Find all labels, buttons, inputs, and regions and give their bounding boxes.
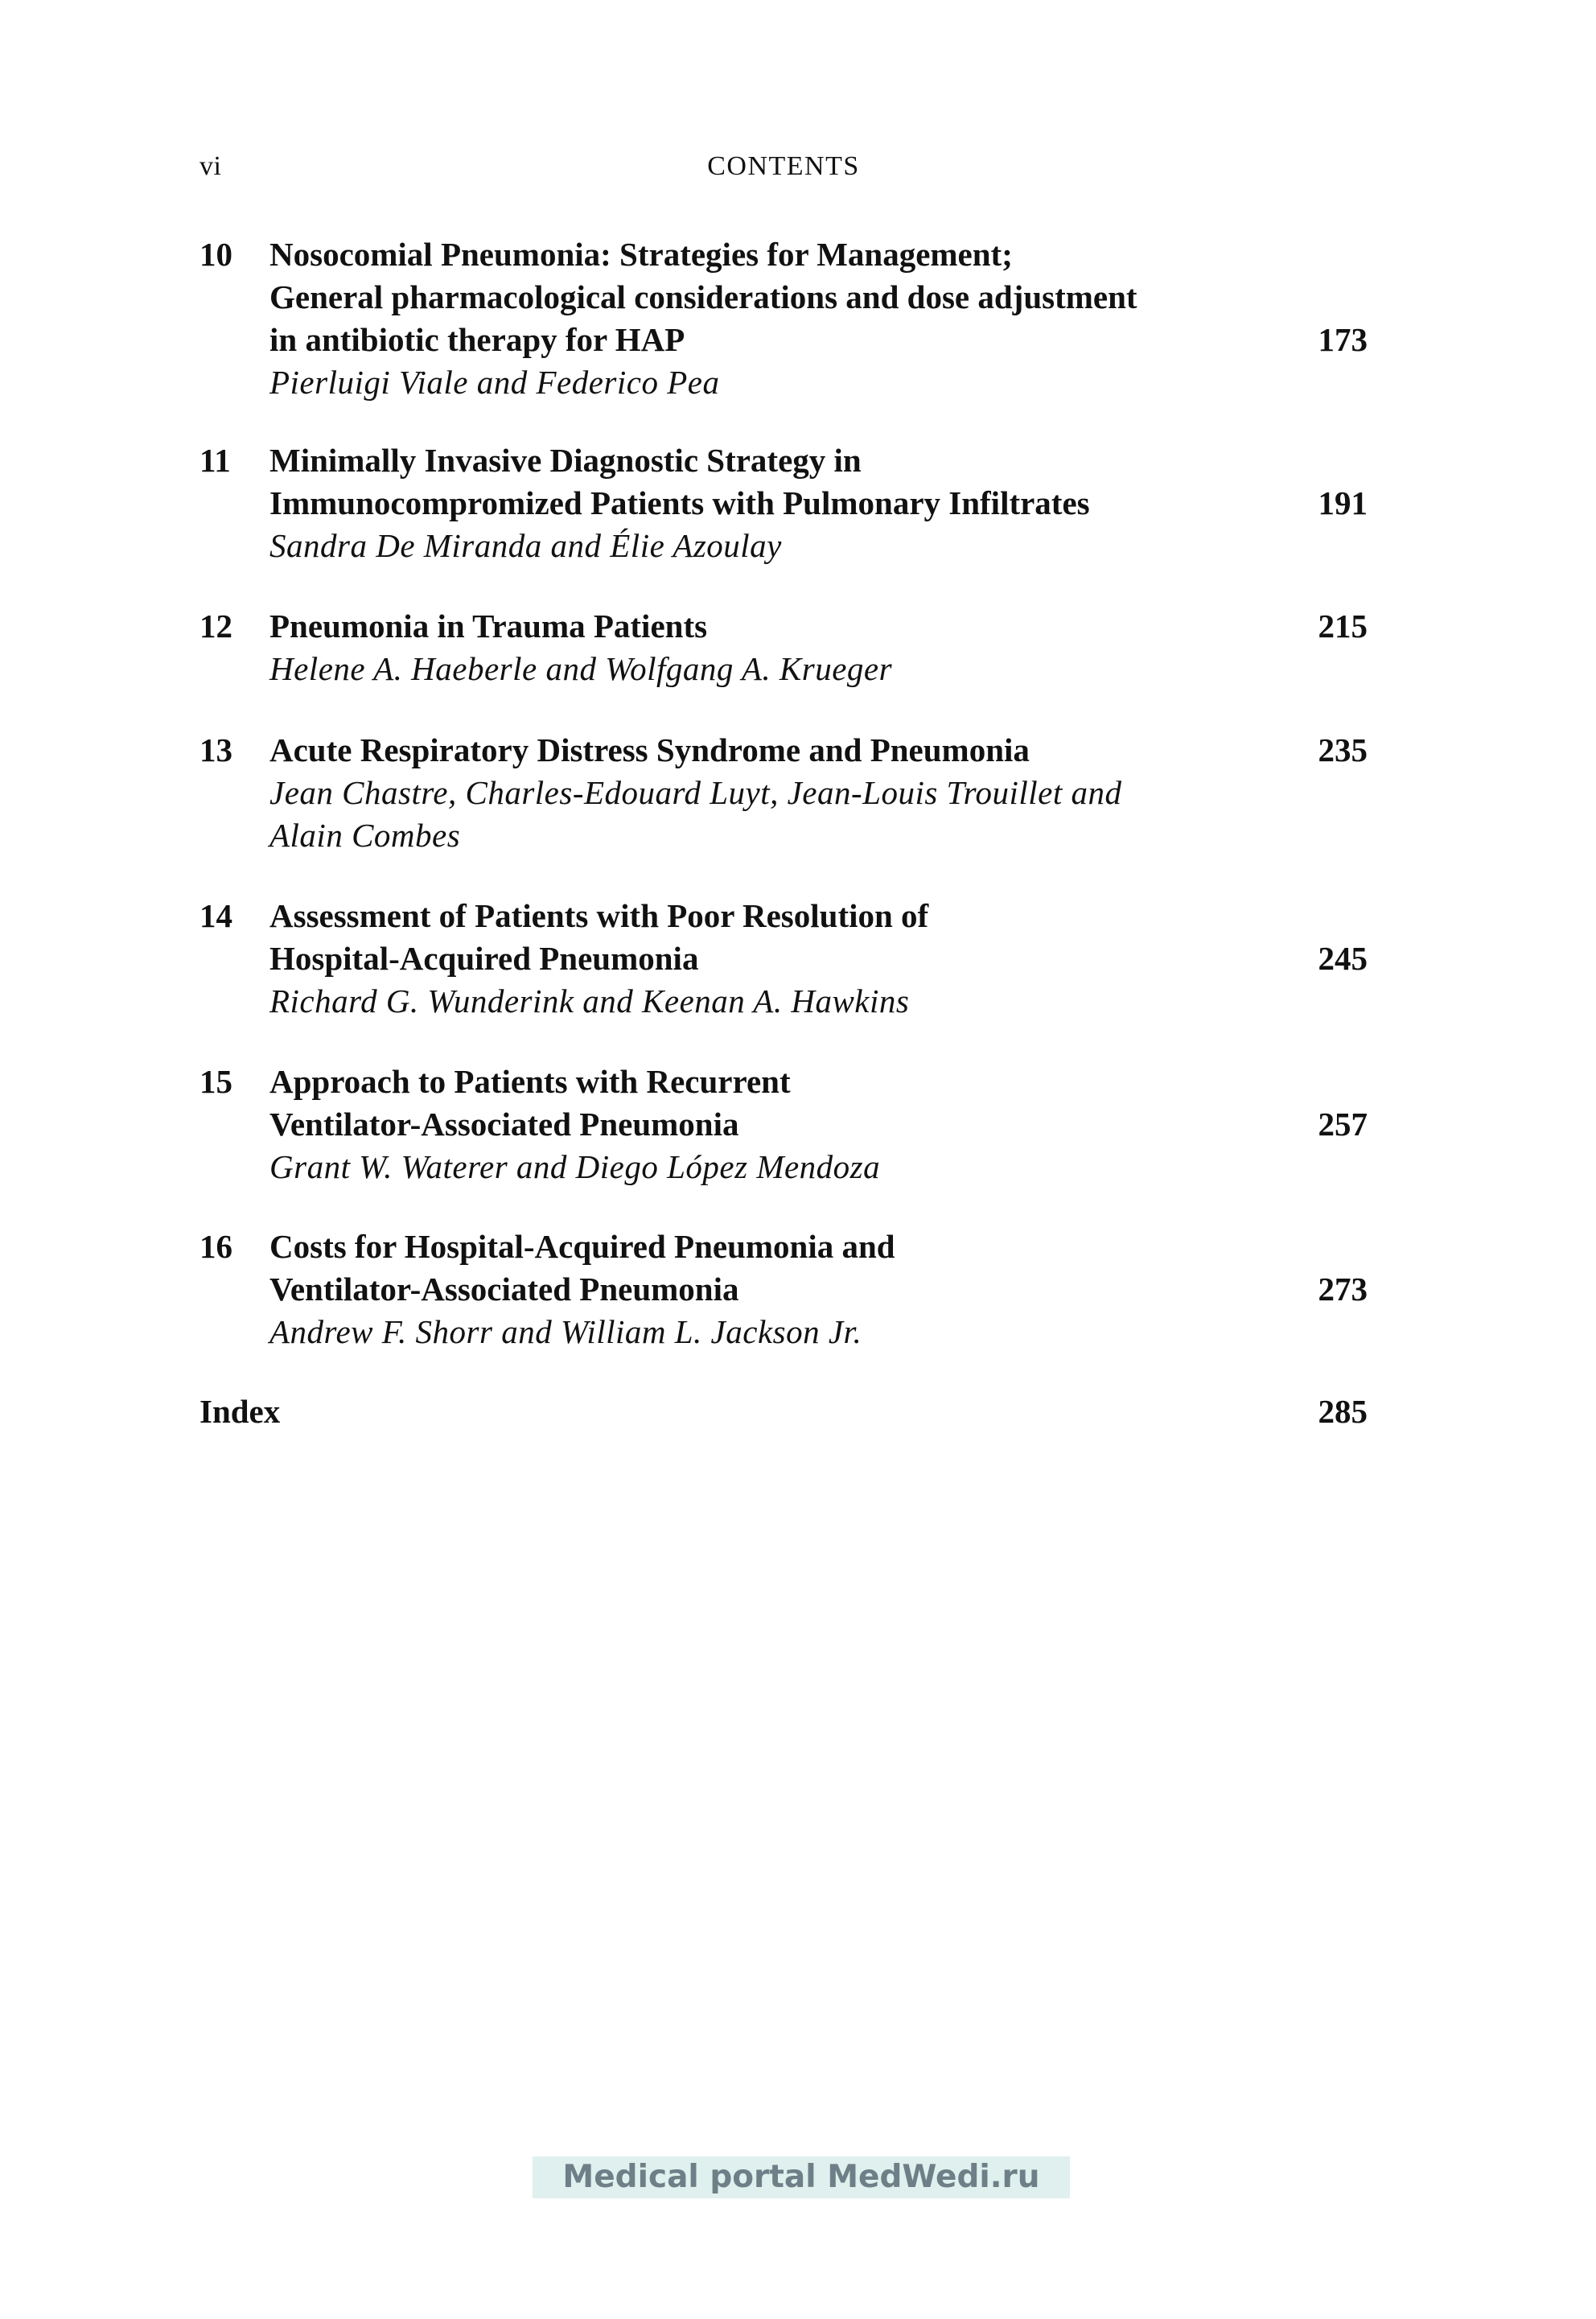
page-number: vi: [200, 151, 222, 181]
chapter-page-ref: 273: [1318, 1271, 1368, 1308]
chapter-body: [269, 439, 1275, 567]
chapter-title-line: in antibiotic therapy for HAP: [269, 321, 685, 358]
chapter-page-ref: 235: [1318, 731, 1368, 768]
chapter-number: 11: [200, 442, 231, 479]
chapter-authors: Helene A. Haeberle and Wolfgang A. Krueger: [269, 650, 893, 687]
watermark-banner: [533, 2156, 1070, 2198]
chapter-authors: Pierluigi Viale and Federico Pea: [269, 364, 720, 401]
chapter-body: [269, 729, 1275, 857]
chapter-number: 12: [200, 608, 232, 645]
chapter-title-line: Hospital-Acquired Pneumonia: [269, 940, 699, 977]
watermark-text: Medical portal MedWedi.ru: [562, 2159, 1040, 2195]
chapter-number: 13: [200, 731, 232, 768]
chapter-title-line: Ventilator-Associated Pneumonia: [269, 1106, 739, 1143]
chapter-number: 15: [200, 1063, 232, 1100]
chapter-title-line: Minimally Invasive Diagnostic Strategy in: [269, 442, 862, 479]
chapter-authors: Sandra De Miranda and Élie Azoulay: [269, 527, 782, 564]
chapter-page-ref: 173: [1318, 321, 1368, 358]
chapter-body: [269, 233, 1275, 404]
chapter-title-line: Costs for Hospital-Acquired Pneumonia and: [269, 1228, 895, 1265]
chapter-page-ref: 191: [1318, 484, 1368, 521]
chapter-number: 10: [200, 236, 232, 273]
chapter-number: 14: [200, 897, 232, 934]
chapter-title-line: Pneumonia in Trauma Patients: [269, 608, 708, 645]
chapter-authors: Andrew F. Shorr and William L. Jackson Jr.: [269, 1313, 862, 1350]
chapter-title-line: Assessment of Patients with Poor Resolution of: [269, 897, 929, 934]
chapter-authors: Grant W. Waterer and Diego López Mendoza: [269, 1148, 881, 1185]
running-title: CONTENTS: [707, 151, 860, 181]
chapter-title-line: Approach to Patients with Recurrent: [269, 1063, 791, 1100]
chapter-title-line: Acute Respiratory Distress Syndrome and Pneumonia: [269, 731, 1030, 768]
chapter-authors: Alain Combes: [269, 817, 461, 854]
chapter-authors: Jean Chastre, Charles-Edouard Luyt, Jean-Louis Trouillet and: [269, 774, 1122, 811]
chapter-body: [269, 1061, 1275, 1188]
index-page-ref: 285: [1318, 1393, 1368, 1430]
index-label: Index: [200, 1393, 281, 1430]
toc-entry-11[interactable]: [200, 439, 1368, 567]
toc-entry-13[interactable]: [200, 729, 1368, 857]
chapter-page-ref: 257: [1318, 1106, 1368, 1143]
toc-entry-10[interactable]: [200, 233, 1368, 404]
chapter-page-ref: 215: [1318, 608, 1368, 645]
chapter-title-line: Immunocompromized Patients with Pulmonary Infiltrates: [269, 484, 1090, 521]
chapter-body: [269, 605, 1275, 690]
chapter-title-line: Ventilator-Associated Pneumonia: [269, 1271, 739, 1308]
chapter-number: 16: [200, 1228, 232, 1265]
chapter-body: [269, 895, 1275, 1023]
toc-entry-12[interactable]: [200, 605, 1368, 690]
toc-entry-15[interactable]: [200, 1061, 1368, 1188]
chapter-title-line: General pharmacological considerations and dose adjustment: [269, 278, 1137, 315]
chapter-page-ref: 245: [1318, 940, 1368, 977]
running-head: [200, 151, 1368, 192]
toc-entry-16[interactable]: [200, 1225, 1368, 1353]
chapter-body: [269, 1225, 1275, 1353]
chapter-title-line: Nosocomial Pneumonia: Strategies for Management;: [269, 236, 1013, 273]
toc-entry-14[interactable]: [200, 895, 1368, 1023]
chapter-authors: Richard G. Wunderink and Keenan A. Hawkins: [269, 982, 910, 1019]
